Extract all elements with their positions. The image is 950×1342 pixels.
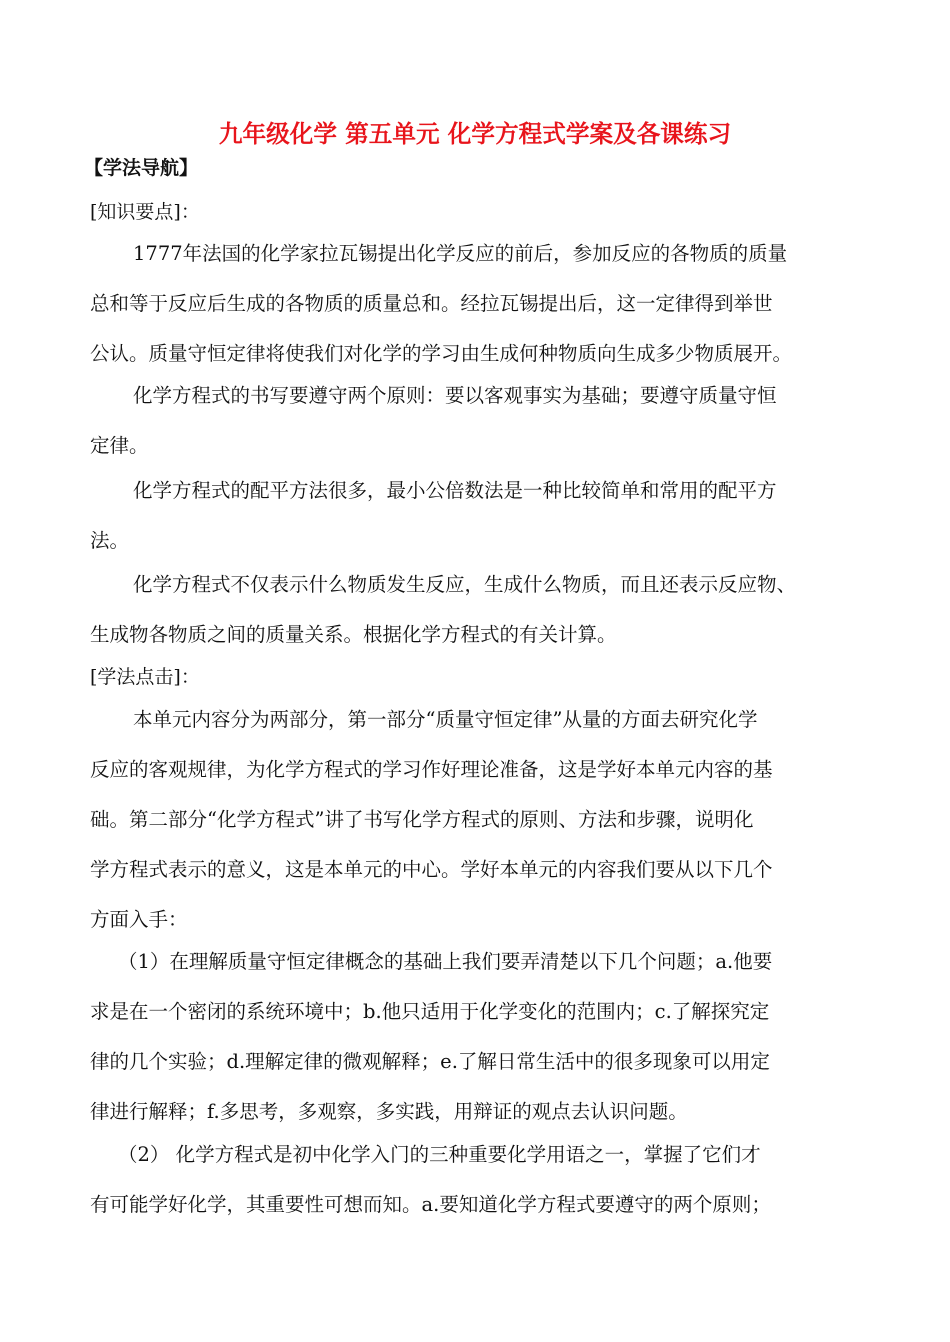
paragraph-line: 础。第二部分“化学方程式”讲了书写化学方程式的原则、方法和步骤，说明化 xyxy=(90,808,754,831)
paragraph-line: 定律。 xyxy=(90,434,149,457)
paragraph-line: 律的几个实验；d.理解定律的微观解释；e.了解日常生活中的很多现象可以用定 xyxy=(90,1050,770,1073)
paragraph-line: 化学方程式不仅表示什么物质发生反应，生成什么物质，而且还表示反应物、 xyxy=(133,573,797,596)
paragraph-line: 有可能学好化学，其重要性可想而知。a.要知道化学方程式要遵守的两个原则； xyxy=(90,1193,771,1216)
paragraph-line: 1777年法国的化学家拉瓦锡提出化学反应的前后，参加反应的各物质的质量 xyxy=(133,242,788,265)
paragraph-line: 反应的客观规律，为化学方程式的学习作好理论准备，这是学好本单元内容的基 xyxy=(90,758,773,781)
paragraph-line: （1）在理解质量守恒定律概念的基础上我们要弄清楚以下几个问题；a.他要 xyxy=(118,950,773,973)
paragraph-line: 学方程式表示的意义，这是本单元的中心。学好本单元的内容我们要从以下几个 xyxy=(90,858,773,881)
paragraph-line: （2） 化学方程式是初中化学入门的三种重要化学用语之一，掌握了它们才 xyxy=(118,1143,761,1166)
paragraph-line: 化学方程式的书写要遵守两个原则：要以客观事实为基础；要遵守质量守恒 xyxy=(133,384,777,407)
paragraph-line: 本单元内容分为两部分，第一部分“质量守恒定律”从量的方面去研究化学 xyxy=(133,708,758,731)
paragraph-line: 法。 xyxy=(90,529,130,552)
paragraph-line: 求是在一个密闭的系统环境中；b.他只适用于化学变化的范围内；c.了解探究定 xyxy=(90,1000,770,1023)
document-title: 九年级化学 第五单元 化学方程式学案及各课练习 xyxy=(218,120,732,148)
method-tips-label: [学法点击]： xyxy=(90,666,200,688)
paragraph-line: 方面入手： xyxy=(90,908,188,931)
paragraph-line: 公认。质量守恒定律将使我们对化学的学习由生成何种物质向生成多少物质展开。 xyxy=(90,342,793,365)
paragraph-line: 律进行解释；f.多思考，多观察，多实践，用辩证的观点去认识问题。 xyxy=(90,1100,688,1123)
paragraph-line: 总和等于反应后生成的各物质的质量总和。经拉瓦锡提出后，这一定律得到举世 xyxy=(90,292,773,315)
section-heading: 【学法导航】 xyxy=(84,157,199,179)
paragraph-line: 生成物各物质之间的质量关系。根据化学方程式的有关计算。 xyxy=(90,623,617,646)
paragraph-line: 化学方程式的配平方法很多，最小公倍数法是一种比较简单和常用的配平方 xyxy=(133,479,777,502)
knowledge-points-label: [知识要点]： xyxy=(90,201,200,223)
